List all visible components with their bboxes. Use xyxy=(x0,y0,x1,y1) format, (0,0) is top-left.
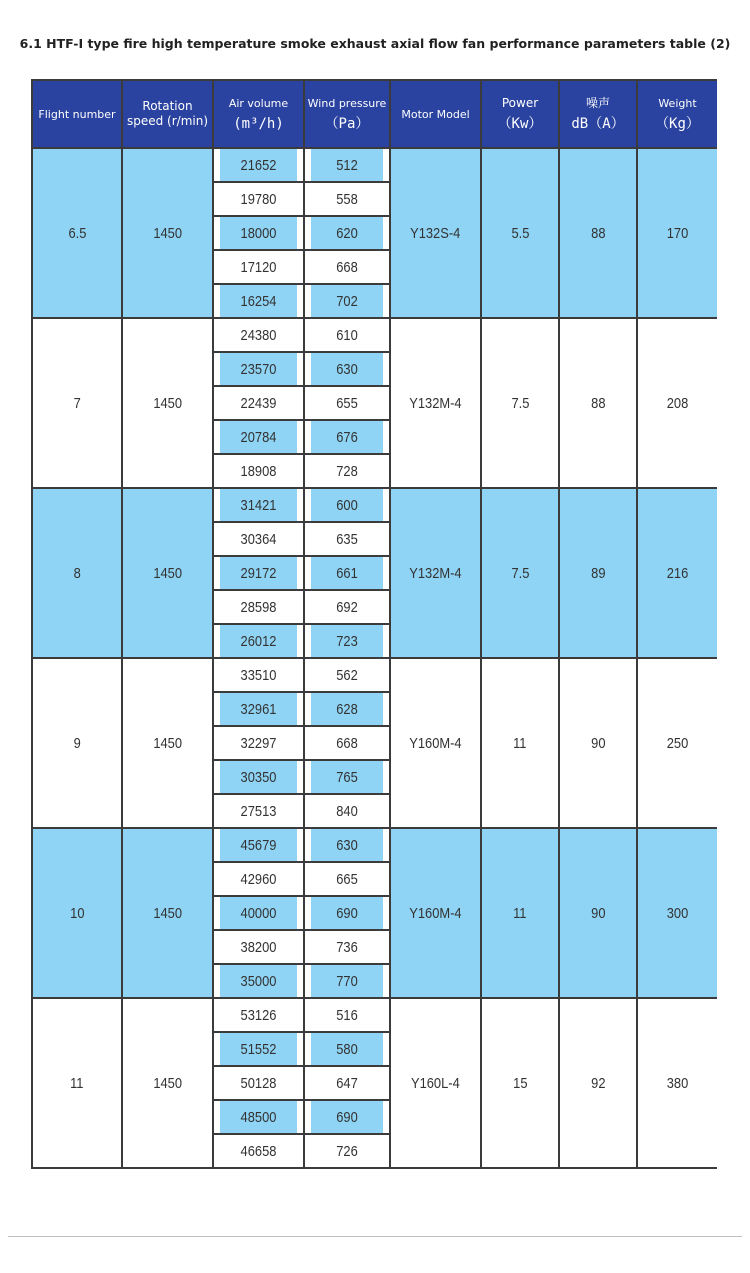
header-noise xyxy=(559,80,637,148)
rotation-speed-cell: 1450 xyxy=(122,318,213,488)
air-volume-cell: 26012 xyxy=(219,624,297,658)
header-weight-label: Weight xyxy=(658,97,697,110)
header-wind-pressure xyxy=(304,80,390,148)
air-volume-cell: 20784 xyxy=(219,420,297,454)
header-power-label: Power xyxy=(501,96,539,110)
wind-pressure-cell: 635 xyxy=(310,522,384,556)
wind-pressure-cell: 661 xyxy=(310,556,384,590)
noise-cell: 88 xyxy=(559,318,637,488)
wind-pressure-cell: 512 xyxy=(310,148,384,182)
noise-cell: 90 xyxy=(559,828,637,998)
power-cell: 11 xyxy=(481,658,559,828)
noise-cell: 92 xyxy=(559,998,637,1168)
air-volume-cell: 45679 xyxy=(219,828,297,862)
weight-cell: 380 xyxy=(637,998,717,1168)
header-rotation-speed: Rotation speed (r/min) xyxy=(122,80,213,148)
air-volume-cell: 50128 xyxy=(219,1066,297,1100)
power-cell: 15 xyxy=(481,998,559,1168)
noise-cell: 89 xyxy=(559,488,637,658)
air-volume-cell: 32297 xyxy=(219,726,297,760)
motor-model-cell: Y132S-4 xyxy=(390,148,481,318)
power-cell: 7.5 xyxy=(481,318,559,488)
header-weight-unit: （Kg） xyxy=(655,116,700,132)
flight-number-cell: 6.5 xyxy=(32,148,122,318)
flight-number-cell: 8 xyxy=(32,488,122,658)
rotation-speed-cell: 1450 xyxy=(122,658,213,828)
air-volume-cell: 28598 xyxy=(219,590,297,624)
air-volume-cell: 42960 xyxy=(219,862,297,896)
performance-table xyxy=(31,79,717,1169)
wind-pressure-cell: 702 xyxy=(310,284,384,318)
header-air-volume-label: Air volume xyxy=(228,97,289,110)
wind-pressure-cell: 562 xyxy=(310,658,384,692)
wind-pressure-cell: 690 xyxy=(310,896,384,930)
air-volume-cell: 40000 xyxy=(219,896,297,930)
air-volume-cell: 48500 xyxy=(219,1100,297,1134)
header-power-unit: （Kw） xyxy=(497,116,543,132)
air-volume-cell: 46658 xyxy=(219,1134,297,1168)
air-volume-cell: 35000 xyxy=(219,964,297,998)
table-row xyxy=(32,828,717,862)
wind-pressure-cell: 665 xyxy=(310,862,384,896)
wind-pressure-cell: 736 xyxy=(310,930,384,964)
wind-pressure-cell: 630 xyxy=(310,352,384,386)
noise-cell: 90 xyxy=(559,658,637,828)
table-row xyxy=(32,318,717,352)
air-volume-cell: 18908 xyxy=(219,454,297,488)
air-volume-cell: 27513 xyxy=(219,794,297,828)
header-air-volume xyxy=(213,80,304,148)
power-cell: 11 xyxy=(481,828,559,998)
wind-pressure-cell: 516 xyxy=(310,998,384,1032)
wind-pressure-cell: 630 xyxy=(310,828,384,862)
power-cell: 5.5 xyxy=(481,148,559,318)
performance-table-container xyxy=(31,79,717,1237)
air-volume-cell: 23570 xyxy=(219,352,297,386)
table-row xyxy=(32,488,717,522)
air-volume-cell: 31421 xyxy=(219,488,297,522)
wind-pressure-cell: 676 xyxy=(310,420,384,454)
weight-cell: 170 xyxy=(637,148,717,318)
wind-pressure-cell: 655 xyxy=(310,386,384,420)
air-volume-cell: 53126 xyxy=(219,998,297,1032)
wind-pressure-cell: 692 xyxy=(310,590,384,624)
power-cell: 7.5 xyxy=(481,488,559,658)
header-power xyxy=(481,80,559,148)
flight-number-cell: 11 xyxy=(32,998,122,1168)
wind-pressure-cell: 765 xyxy=(310,760,384,794)
rotation-speed-cell: 1450 xyxy=(122,148,213,318)
header-air-volume-unit: (m³/h) xyxy=(233,116,284,132)
rotation-speed-cell: 1450 xyxy=(122,828,213,998)
air-volume-cell: 22439 xyxy=(219,386,297,420)
table-body xyxy=(32,148,717,1168)
header-flight-number: Flight number xyxy=(32,80,122,148)
air-volume-cell: 29172 xyxy=(219,556,297,590)
wind-pressure-cell: 840 xyxy=(310,794,384,828)
air-volume-cell: 38200 xyxy=(219,930,297,964)
weight-cell: 300 xyxy=(637,828,717,998)
air-volume-cell: 30350 xyxy=(219,760,297,794)
wind-pressure-cell: 610 xyxy=(310,318,384,352)
header-weight xyxy=(637,80,717,148)
wind-pressure-cell: 620 xyxy=(310,216,384,250)
wind-pressure-cell: 726 xyxy=(310,1134,384,1168)
motor-model-cell: Y160M-4 xyxy=(390,828,481,998)
motor-model-cell: Y132M-4 xyxy=(390,488,481,658)
table-row xyxy=(32,998,717,1032)
air-volume-cell: 33510 xyxy=(219,658,297,692)
rotation-speed-cell: 1450 xyxy=(122,488,213,658)
motor-model-cell: Y160M-4 xyxy=(390,658,481,828)
air-volume-cell: 21652 xyxy=(219,148,297,182)
weight-cell: 208 xyxy=(637,318,717,488)
flight-number-cell: 10 xyxy=(32,828,122,998)
header-wind-pressure-label: Wind pressure xyxy=(307,97,387,110)
wind-pressure-cell: 580 xyxy=(310,1032,384,1066)
header-row xyxy=(32,80,717,148)
table-row xyxy=(32,148,717,182)
rotation-speed-cell: 1450 xyxy=(122,998,213,1168)
air-volume-cell: 30364 xyxy=(219,522,297,556)
air-volume-cell: 18000 xyxy=(219,216,297,250)
wind-pressure-cell: 690 xyxy=(310,1100,384,1134)
wind-pressure-cell: 647 xyxy=(310,1066,384,1100)
header-motor-model: Motor Model xyxy=(390,80,481,148)
page-title: 6.1 HTF-I type fire high temperature smoke exhaust axial flow fan performance parameters table (2) xyxy=(19,36,731,51)
wind-pressure-cell: 628 xyxy=(310,692,384,726)
wind-pressure-cell: 600 xyxy=(310,488,384,522)
air-volume-cell: 19780 xyxy=(219,182,297,216)
wind-pressure-cell: 558 xyxy=(310,182,384,216)
header-noise-unit: dB（A） xyxy=(571,116,625,132)
flight-number-cell: 9 xyxy=(32,658,122,828)
weight-cell: 250 xyxy=(637,658,717,828)
wind-pressure-cell: 723 xyxy=(310,624,384,658)
air-volume-cell: 32961 xyxy=(219,692,297,726)
table-row xyxy=(32,658,717,692)
noise-cell: 88 xyxy=(559,148,637,318)
weight-cell: 216 xyxy=(637,488,717,658)
wind-pressure-cell: 770 xyxy=(310,964,384,998)
air-volume-cell: 17120 xyxy=(219,250,297,284)
air-volume-cell: 51552 xyxy=(219,1032,297,1066)
bottom-divider xyxy=(8,1236,742,1237)
wind-pressure-cell: 668 xyxy=(310,250,384,284)
header-noise-label: 噪声 xyxy=(585,96,610,110)
motor-model-cell: Y160L-4 xyxy=(390,998,481,1168)
air-volume-cell: 16254 xyxy=(219,284,297,318)
air-volume-cell: 24380 xyxy=(219,318,297,352)
header-wind-pressure-unit: （Pa） xyxy=(324,116,370,132)
motor-model-cell: Y132M-4 xyxy=(390,318,481,488)
flight-number-cell: 7 xyxy=(32,318,122,488)
wind-pressure-cell: 728 xyxy=(310,454,384,488)
wind-pressure-cell: 668 xyxy=(310,726,384,760)
